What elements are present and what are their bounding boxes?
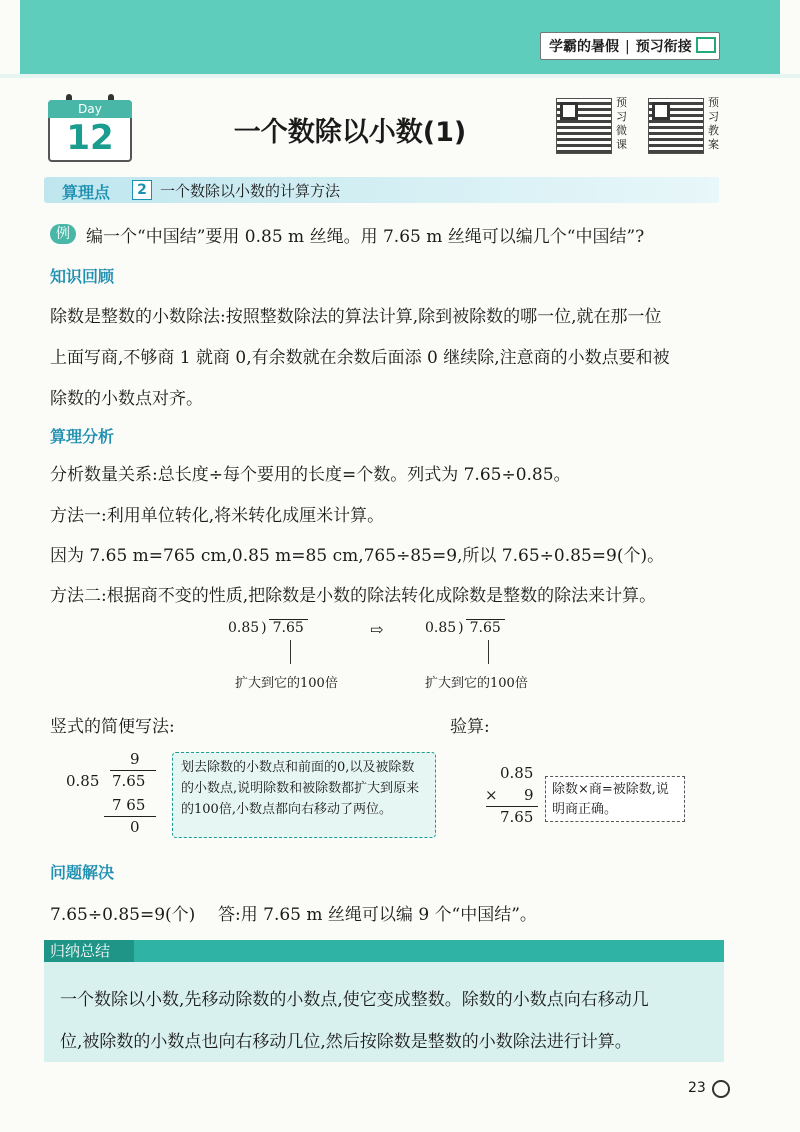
solve-answer: 答:用 7.65 m 丝绳可以编 9 个“中国结”。 <box>218 905 537 925</box>
quotient: 9 <box>130 750 140 768</box>
division-bar <box>110 770 156 771</box>
sun-icon <box>712 1080 730 1098</box>
caption: 扩大到它的100倍 <box>425 676 528 691</box>
transform-arrow-icon: ⇨ <box>370 620 384 639</box>
product-line <box>486 806 538 807</box>
factor-b: 9 <box>524 786 534 804</box>
review-line: 除数是整数的小数除法:按照整数除法的算法计算,除到被除数的哪一位,就在那一位 <box>50 307 662 327</box>
summary-line: 一个数除以小数,先移动除数的小数点,使它变成整数。除数的小数点向右移动几 <box>60 990 649 1010</box>
summary-bar <box>44 940 724 962</box>
vertical-heading: 竖式的简便写法: <box>50 717 175 737</box>
qr-label: 预习教案 <box>708 96 719 151</box>
analysis-heading: 算理分析 <box>50 427 115 446</box>
review-heading: 知识回顾 <box>50 267 115 286</box>
section-bar <box>44 177 719 203</box>
solve-equation: 7.65÷0.85=9(个) <box>50 905 196 925</box>
divisor: 0.85 <box>228 620 260 636</box>
qr-code-icon[interactable] <box>648 98 704 154</box>
day-badge <box>48 100 132 162</box>
review-line: 除数的小数点对齐。 <box>50 389 203 409</box>
day-number: 12 <box>66 118 114 158</box>
solve-heading: 问题解决 <box>50 863 115 882</box>
divisor: 0.85 <box>425 620 457 636</box>
dividend: 7.65 <box>269 619 308 636</box>
because-text: 因为 7.65 m=765 cm,0.85 m=85 cm,765÷85=9,所以 7.65÷0.85=9(个)。 <box>50 546 665 566</box>
division-diagram-left: 0.85 ) 7.65 <box>228 620 378 642</box>
header-tab <box>540 32 720 60</box>
page-title: 一个数除以小数(1) <box>233 117 467 148</box>
summary-line: 位,被除数的小数点也向右移动几位,然后按除数是整数的小数除法进行计算。 <box>60 1032 632 1052</box>
section-text: 一个数除以小数的计算方法 <box>160 182 341 200</box>
check-note: 除数×商=被除数,说明商正确。 <box>545 776 685 822</box>
example-text: 编一个“中国结”要用 0.85 m 丝绳。用 7.65 m 丝绳可以编几个“中国结”? <box>86 227 645 247</box>
section-tag: 算理点 <box>62 183 111 202</box>
subtrahend: 7 65 <box>112 796 146 814</box>
page-number: 23 <box>688 1080 706 1096</box>
vertical-divisor: 0.85 <box>66 772 100 790</box>
summary-tag: 归纳总结 <box>44 940 134 962</box>
header-strip <box>0 74 800 78</box>
analysis-line: 分析数量关系:总长度÷每个要用的长度=个数。列式为 7.65÷0.85。 <box>50 465 571 485</box>
product: 7.65 <box>500 808 534 826</box>
tab-divider: | <box>625 39 630 55</box>
factor-a: 0.85 <box>500 764 534 782</box>
method2-text: 方法二:根据商不变的性质,把除数是小数的除法转化成除数是整数的除法来计算。 <box>50 586 657 606</box>
vertical-note: 划去除数的小数点和前面的0,以及被除数的小数点,说明除数和被除数都扩大到原来的100倍,小数点都向右移动了两位。 <box>172 752 436 838</box>
qr-code-icon[interactable] <box>556 98 612 154</box>
dividend: 7.65 <box>466 619 505 636</box>
day-label: Day <box>48 100 132 118</box>
method1-text: 方法一:利用单位转化,将米转化成厘米计算。 <box>50 506 385 526</box>
example-badge: 例 <box>50 224 76 244</box>
section-name: 预习衔接 <box>635 39 692 55</box>
book-title: 学霸的暑假 <box>549 39 619 55</box>
up-arrow-icon <box>290 640 291 664</box>
remainder: 0 <box>130 818 140 836</box>
division-diagram-right: 0.85 ) 7.65 <box>425 620 575 642</box>
section-number: 2 <box>132 180 152 200</box>
check-heading: 验算: <box>450 717 490 737</box>
book-icon <box>696 37 716 53</box>
up-arrow-icon <box>488 640 489 664</box>
subtraction-line <box>104 816 156 817</box>
review-line: 上面写商,不够商 1 就商 0,有余数就在余数后面添 0 继续除,注意商的小数点要和被 <box>50 348 670 368</box>
vertical-dividend: 7.65 <box>112 772 146 790</box>
caption: 扩大到它的100倍 <box>235 676 338 691</box>
qr-label: 预习微课 <box>616 96 627 151</box>
times-operator: × <box>485 786 498 804</box>
